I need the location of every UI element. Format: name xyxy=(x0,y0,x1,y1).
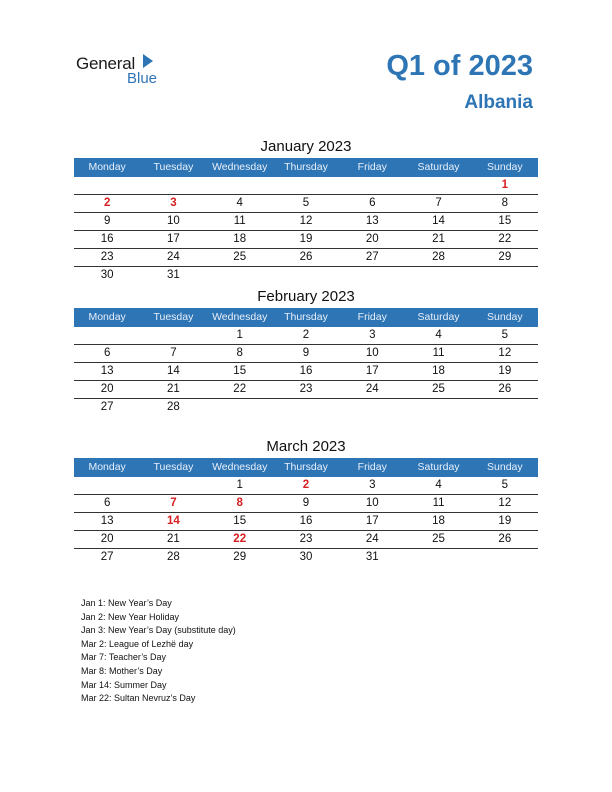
day-cell: 23 xyxy=(299,533,313,545)
week-row xyxy=(74,231,538,249)
day-cell: 24 xyxy=(365,533,379,545)
day-cell: 6 xyxy=(369,197,376,209)
day-cell: 18 xyxy=(432,365,445,377)
day-cell: 5 xyxy=(501,479,509,491)
day-cell: 3 xyxy=(170,197,177,209)
weekday-label: Sunday xyxy=(487,461,523,473)
day-cell: 25 xyxy=(233,251,247,263)
weekday-label: Wednesday xyxy=(212,461,268,473)
weekday-header xyxy=(74,158,538,177)
day-cell: 20 xyxy=(100,383,114,395)
day-cell: 19 xyxy=(498,365,512,377)
day-cell xyxy=(405,267,471,284)
weekday-label: Friday xyxy=(357,461,387,473)
day-cell: 25 xyxy=(432,533,445,545)
day-cell: 2 xyxy=(103,197,111,209)
day-cell: 26 xyxy=(498,383,512,395)
day-cell: 8 xyxy=(236,347,243,359)
day-cell xyxy=(74,327,140,344)
day-cell: 9 xyxy=(302,347,310,359)
day-cell: 19 xyxy=(299,233,313,245)
day-cell: 7 xyxy=(170,497,177,509)
day-cell: 13 xyxy=(365,215,379,227)
week-row xyxy=(74,531,538,549)
holiday-list-item: Mar 14: Summer Day xyxy=(81,679,167,690)
weekday-label: Monday xyxy=(88,461,126,473)
month-title: February 2023 xyxy=(257,288,355,305)
day-cell: 14 xyxy=(167,365,180,377)
day-cell: 29 xyxy=(233,551,247,563)
day-cell xyxy=(339,399,405,416)
day-cell: 11 xyxy=(233,215,246,227)
week-row xyxy=(74,213,538,231)
holiday-list-item: Jan 3: New Year’s Day (substitute day) xyxy=(81,625,236,636)
day-cell xyxy=(405,549,471,566)
country-name: Albania xyxy=(464,92,533,113)
day-cell: 9 xyxy=(103,215,111,227)
week-row xyxy=(74,327,538,345)
day-cell xyxy=(273,267,339,284)
day-cell: 3 xyxy=(369,329,376,341)
day-cell: 7 xyxy=(170,347,177,359)
day-cell: 1 xyxy=(501,179,509,191)
month-title: January 2023 xyxy=(260,138,352,155)
weekday-label: Tuesday xyxy=(153,461,194,473)
day-cell: 4 xyxy=(236,197,243,209)
day-cell: 21 xyxy=(167,533,180,545)
week-row xyxy=(74,267,538,284)
day-cell: 6 xyxy=(103,347,111,359)
day-cell xyxy=(140,327,206,344)
day-cell: 18 xyxy=(432,515,445,527)
day-cell: 11 xyxy=(432,347,445,359)
day-cell: 13 xyxy=(100,515,114,527)
week-row xyxy=(74,249,538,267)
day-cell: 21 xyxy=(432,233,445,245)
month-calendar xyxy=(74,286,538,416)
day-cell: 14 xyxy=(167,515,180,527)
weekday-label: Thursday xyxy=(284,461,328,473)
day-cell: 26 xyxy=(498,533,512,545)
day-cell: 6 xyxy=(103,497,111,509)
day-cell: 8 xyxy=(501,197,509,209)
page-title: Q1 of 2023 xyxy=(386,50,533,82)
month-calendar xyxy=(74,136,538,284)
weekday-label: Wednesday xyxy=(212,161,268,173)
day-cell xyxy=(273,177,339,194)
day-cell: 26 xyxy=(299,251,313,263)
day-cell: 15 xyxy=(498,215,512,227)
day-cell: 13 xyxy=(100,365,114,377)
day-cell: 22 xyxy=(233,533,247,545)
day-cell: 24 xyxy=(365,383,379,395)
weekday-header xyxy=(74,308,538,327)
day-cell xyxy=(74,177,140,194)
week-row xyxy=(74,495,538,513)
day-cell: 5 xyxy=(302,197,310,209)
day-cell: 20 xyxy=(100,533,114,545)
day-cell: 28 xyxy=(432,251,445,263)
day-cell: 27 xyxy=(100,401,114,413)
weekday-label: Tuesday xyxy=(153,161,194,173)
day-cell: 10 xyxy=(365,347,379,359)
day-cell: 23 xyxy=(299,383,313,395)
logo-general-text: General xyxy=(76,54,136,73)
week-row xyxy=(74,477,538,495)
day-cell: 23 xyxy=(100,251,114,263)
day-cell: 4 xyxy=(435,329,442,341)
day-cell xyxy=(339,267,405,284)
day-cell: 29 xyxy=(498,251,512,263)
weekday-label: Sunday xyxy=(487,311,523,323)
month-title: March 2023 xyxy=(266,438,346,455)
weekday-label: Friday xyxy=(357,161,387,173)
day-cell: 8 xyxy=(236,497,243,509)
day-cell xyxy=(273,399,339,416)
day-cell: 22 xyxy=(498,233,512,245)
day-cell xyxy=(207,177,273,194)
weekday-label: Thursday xyxy=(284,161,328,173)
day-cell: 11 xyxy=(432,497,445,509)
day-cell: 28 xyxy=(167,401,180,413)
day-cell: 2 xyxy=(302,479,310,491)
day-cell: 16 xyxy=(299,365,313,377)
day-cell: 16 xyxy=(100,233,114,245)
day-cell: 20 xyxy=(365,233,379,245)
month-calendar xyxy=(74,436,538,566)
weekday-label: Friday xyxy=(357,311,387,323)
day-cell: 30 xyxy=(299,551,313,563)
day-cell: 27 xyxy=(100,551,114,563)
weekday-label: Monday xyxy=(88,311,126,323)
day-cell: 10 xyxy=(167,215,180,227)
weekday-label: Wednesday xyxy=(212,311,268,323)
day-cell: 19 xyxy=(498,515,512,527)
holiday-list-item: Jan 2: New Year Holiday xyxy=(81,611,180,622)
day-cell: 14 xyxy=(432,215,445,227)
day-cell: 7 xyxy=(435,197,442,209)
holiday-list-item: Jan 1: New Year’s Day xyxy=(81,598,172,608)
weekday-label: Saturday xyxy=(417,461,460,473)
week-row xyxy=(74,513,538,531)
day-cell: 25 xyxy=(432,383,445,395)
day-cell: 1 xyxy=(236,329,243,341)
day-cell: 3 xyxy=(369,479,376,491)
weekday-label: Thursday xyxy=(284,311,328,323)
day-cell: 17 xyxy=(167,233,180,245)
day-cell: 15 xyxy=(233,365,247,377)
weekday-label: Monday xyxy=(88,161,126,173)
day-cell xyxy=(405,399,471,416)
logo-blue-text: Blue xyxy=(127,70,158,87)
day-cell: 18 xyxy=(233,233,247,245)
week-row xyxy=(74,549,538,566)
day-cell xyxy=(405,177,471,194)
day-cell xyxy=(140,177,206,194)
logo xyxy=(76,52,176,88)
day-cell: 22 xyxy=(233,383,247,395)
day-cell: 15 xyxy=(233,515,247,527)
week-row xyxy=(74,195,538,213)
weekday-label: Sunday xyxy=(487,161,523,173)
day-cell xyxy=(472,549,538,566)
day-cell xyxy=(472,267,538,284)
day-cell: 31 xyxy=(167,269,180,281)
day-cell: 4 xyxy=(435,479,442,491)
day-cell xyxy=(339,177,405,194)
day-cell xyxy=(207,399,273,416)
weekday-header xyxy=(74,458,538,477)
holiday-list-item: Mar 2: League of Lezhë day xyxy=(81,638,194,649)
day-cell: 1 xyxy=(236,479,243,491)
weekday-label: Saturday xyxy=(417,311,460,323)
day-cell xyxy=(74,477,140,494)
week-row xyxy=(74,345,538,363)
day-cell: 21 xyxy=(167,383,180,395)
day-cell: 12 xyxy=(498,347,512,359)
weekday-label: Saturday xyxy=(417,161,460,173)
day-cell: 17 xyxy=(365,515,379,527)
day-cell: 24 xyxy=(167,251,180,263)
holiday-list-item: Mar 22: Sultan Nevruz’s Day xyxy=(81,693,196,704)
day-cell: 31 xyxy=(365,551,379,563)
logo-flag-icon xyxy=(143,54,153,68)
week-row xyxy=(74,381,538,399)
day-cell: 9 xyxy=(302,497,310,509)
day-cell: 2 xyxy=(302,329,310,341)
day-cell: 30 xyxy=(100,269,114,281)
day-cell xyxy=(472,399,538,416)
day-cell xyxy=(140,477,206,494)
day-cell: 5 xyxy=(501,329,509,341)
day-cell: 12 xyxy=(498,497,512,509)
day-cell: 10 xyxy=(365,497,379,509)
holiday-list-item: Mar 8: Mother’s Day xyxy=(81,665,163,676)
day-cell: 28 xyxy=(167,551,180,563)
week-row xyxy=(74,399,538,416)
weekday-label: Tuesday xyxy=(153,311,194,323)
day-cell xyxy=(207,267,273,284)
holiday-list xyxy=(81,597,236,706)
week-row xyxy=(74,177,538,195)
day-cell: 27 xyxy=(365,251,379,263)
day-cell: 12 xyxy=(299,215,313,227)
week-row xyxy=(74,363,538,381)
holiday-list-item: Mar 7: Teacher’s Day xyxy=(81,652,167,663)
day-cell: 17 xyxy=(365,365,379,377)
day-cell: 16 xyxy=(299,515,313,527)
